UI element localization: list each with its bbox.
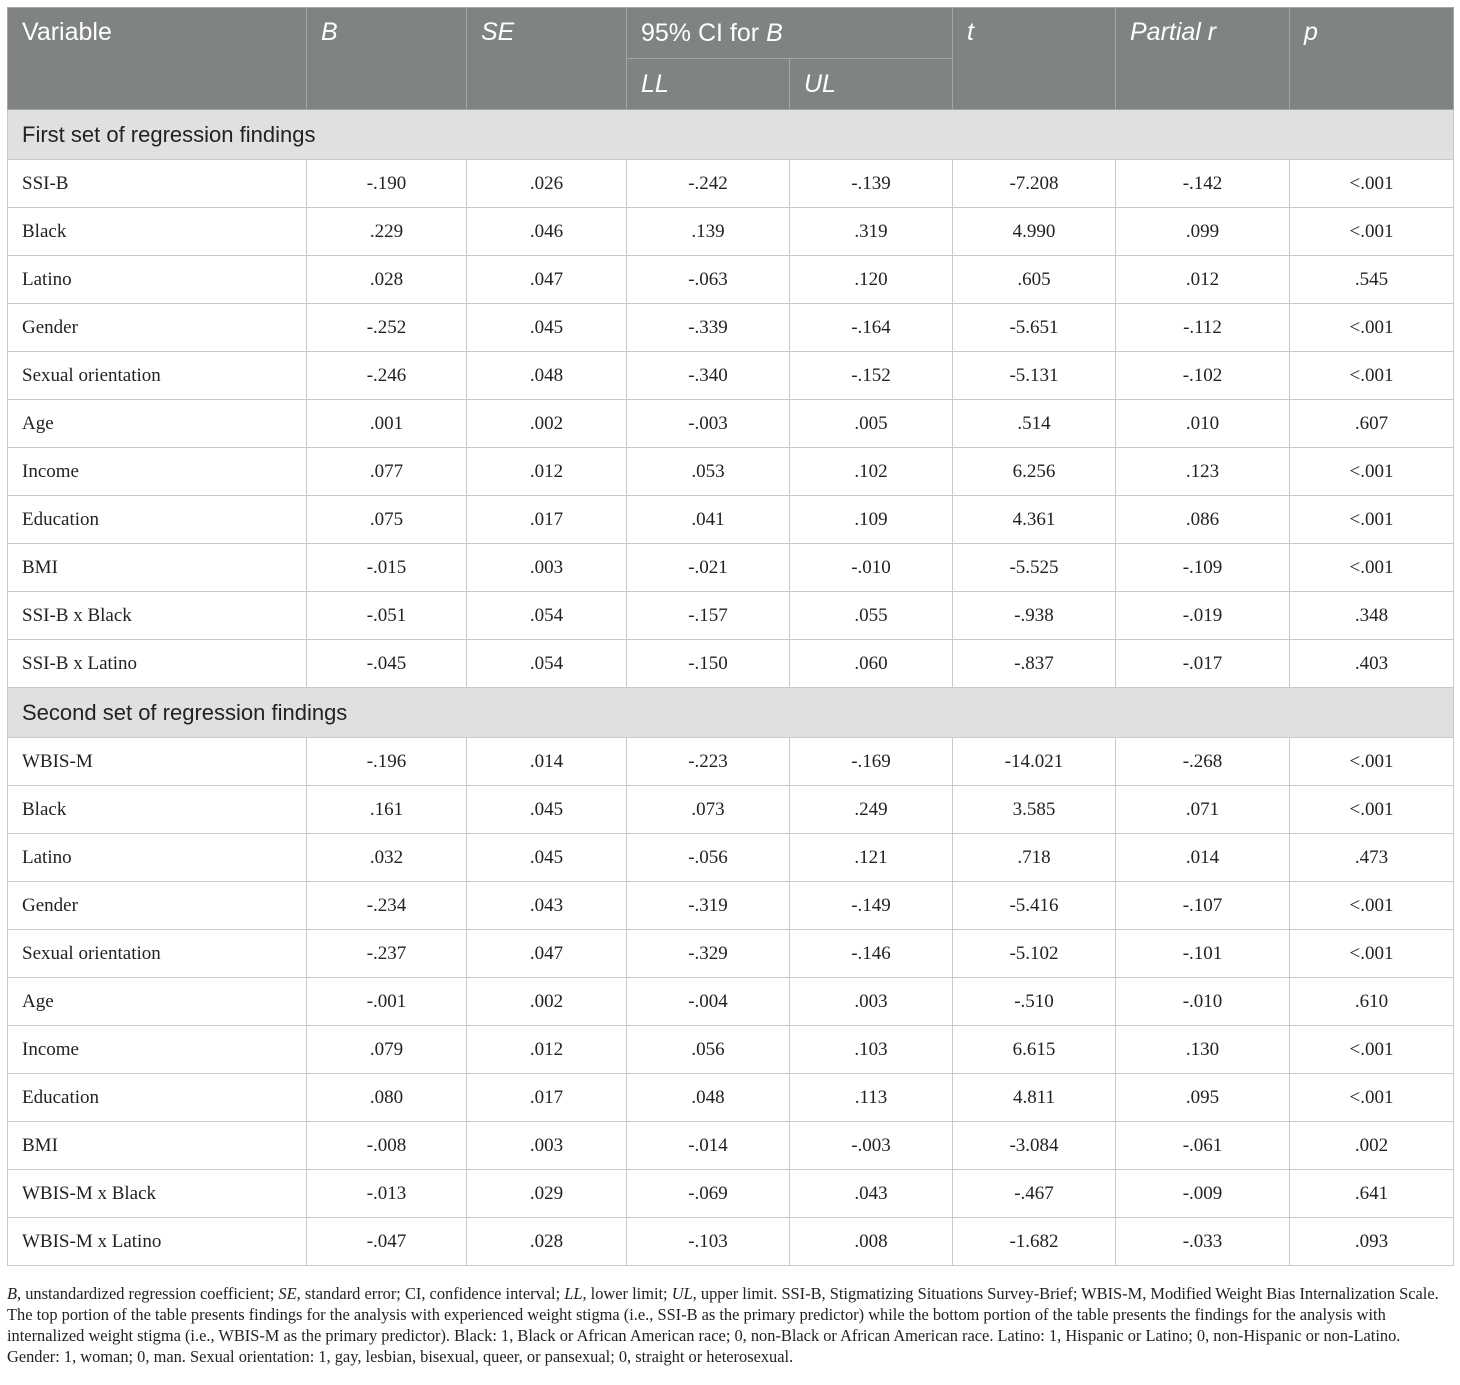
cell-ll: -.003 — [627, 400, 790, 448]
cell-b: .080 — [307, 1074, 467, 1122]
footnote-ll-def: , lower limit; — [582, 1284, 672, 1303]
cell-partial-r: .012 — [1116, 256, 1290, 304]
cell-t: -5.102 — [953, 930, 1116, 978]
cell-variable: Education — [8, 496, 307, 544]
table-row — [8, 834, 1454, 882]
table-row — [8, 786, 1454, 834]
cell-se: .047 — [467, 256, 627, 304]
cell-ll: -.223 — [627, 738, 790, 786]
table-row — [8, 930, 1454, 978]
table-row — [8, 496, 1454, 544]
cell-t: 4.811 — [953, 1074, 1116, 1122]
cell-p: <.001 — [1290, 448, 1454, 496]
header-ul: UL — [790, 59, 953, 110]
cell-partial-r: -.010 — [1116, 978, 1290, 1026]
cell-partial-r: -.019 — [1116, 592, 1290, 640]
cell-p: .545 — [1290, 256, 1454, 304]
cell-variable: WBIS-M x Latino — [8, 1218, 307, 1266]
cell-t: .605 — [953, 256, 1116, 304]
cell-p: .002 — [1290, 1122, 1454, 1170]
cell-partial-r: .010 — [1116, 400, 1290, 448]
footnote-se-abbr: SE — [278, 1284, 297, 1303]
cell-ul: -.003 — [790, 1122, 953, 1170]
cell-p: .641 — [1290, 1170, 1454, 1218]
cell-ul: .003 — [790, 978, 953, 1026]
cell-ll: .073 — [627, 786, 790, 834]
table-row — [8, 592, 1454, 640]
cell-ll: -.014 — [627, 1122, 790, 1170]
cell-p: <.001 — [1290, 1074, 1454, 1122]
table-row — [8, 978, 1454, 1026]
cell-se: .026 — [467, 160, 627, 208]
cell-b: .028 — [307, 256, 467, 304]
cell-ul: .103 — [790, 1026, 953, 1074]
table-row — [8, 1122, 1454, 1170]
table-header — [8, 8, 1454, 110]
cell-p: <.001 — [1290, 496, 1454, 544]
cell-t: -3.084 — [953, 1122, 1116, 1170]
table-row — [8, 352, 1454, 400]
cell-p: .473 — [1290, 834, 1454, 882]
cell-p: <.001 — [1290, 1026, 1454, 1074]
table-footnote — [7, 1283, 1453, 1367]
cell-ll: .048 — [627, 1074, 790, 1122]
cell-ll: -.063 — [627, 256, 790, 304]
cell-variable: Income — [8, 448, 307, 496]
cell-ll: -.103 — [627, 1218, 790, 1266]
footnote-ul-abbr: UL — [671, 1284, 693, 1303]
cell-ul: .121 — [790, 834, 953, 882]
cell-b: -.008 — [307, 1122, 467, 1170]
cell-p: <.001 — [1290, 304, 1454, 352]
cell-se: .048 — [467, 352, 627, 400]
header-ci-b: B — [766, 18, 783, 47]
cell-b: -.234 — [307, 882, 467, 930]
cell-p: <.001 — [1290, 208, 1454, 256]
header-ll: LL — [627, 59, 790, 110]
cell-variable: Sexual orientation — [8, 352, 307, 400]
cell-t: -5.416 — [953, 882, 1116, 930]
table-row — [8, 448, 1454, 496]
cell-b: .077 — [307, 448, 467, 496]
table-row — [8, 1170, 1454, 1218]
cell-b: .032 — [307, 834, 467, 882]
cell-t: 4.361 — [953, 496, 1116, 544]
cell-p: <.001 — [1290, 882, 1454, 930]
cell-b: -.252 — [307, 304, 467, 352]
cell-variable: Gender — [8, 304, 307, 352]
regression-table-container — [7, 7, 1453, 1266]
cell-t: 4.990 — [953, 208, 1116, 256]
cell-se: .047 — [467, 930, 627, 978]
cell-variable: Black — [8, 208, 307, 256]
cell-p: .403 — [1290, 640, 1454, 688]
cell-se: .017 — [467, 496, 627, 544]
cell-se: .045 — [467, 786, 627, 834]
cell-ul: .060 — [790, 640, 953, 688]
section-title: First set of regression findings — [8, 110, 1454, 160]
cell-p: <.001 — [1290, 930, 1454, 978]
cell-t: 6.615 — [953, 1026, 1116, 1074]
footnote-ll-abbr: LL — [564, 1284, 583, 1303]
cell-variable: BMI — [8, 544, 307, 592]
cell-se: .002 — [467, 978, 627, 1026]
cell-partial-r: -.061 — [1116, 1122, 1290, 1170]
table-row — [8, 256, 1454, 304]
header-ci — [627, 8, 953, 59]
cell-se: .046 — [467, 208, 627, 256]
cell-partial-r: -.109 — [1116, 544, 1290, 592]
regression-table — [7, 7, 1454, 1266]
cell-variable: Income — [8, 1026, 307, 1074]
footnote-rest: , upper limit. SSI-B, Stigmatizing Situations Survey-Brief; WBIS-M, Modified Weight Bias Internalization Scale. The top portion of the table presents findings for the analysis with experienced weight stigma (i.e., SSI-B as the primary predictor) while the bottom portion of the table presents the findings for the analysis with internalized weight stigma (i.e., WBIS-M as the primary predictor). Black: 1, Black or African American race; 0, non-Black or African American race. Latino: 1, Hispanic or Latino; 0, non-Hispanic or non-Latino. Gender: 1, woman; 0, man. Sexual orientation: 1, gay, lesbian, bisexual, queer, or pansexual; 0, straight or heterosexual. — [7, 1284, 1439, 1366]
cell-ll: .041 — [627, 496, 790, 544]
cell-t: -5.131 — [953, 352, 1116, 400]
cell-ll: .053 — [627, 448, 790, 496]
cell-ul: .055 — [790, 592, 953, 640]
cell-ul: .120 — [790, 256, 953, 304]
cell-ul: .102 — [790, 448, 953, 496]
cell-se: .043 — [467, 882, 627, 930]
cell-b: .075 — [307, 496, 467, 544]
cell-t: 6.256 — [953, 448, 1116, 496]
footnote-se-def: , standard error; CI, confidence interval; — [296, 1284, 565, 1303]
cell-se: .017 — [467, 1074, 627, 1122]
cell-b: -.045 — [307, 640, 467, 688]
cell-p: <.001 — [1290, 544, 1454, 592]
header-b: B — [307, 8, 467, 110]
cell-b: -.047 — [307, 1218, 467, 1266]
cell-ll: -.242 — [627, 160, 790, 208]
cell-variable: Gender — [8, 882, 307, 930]
table-row — [8, 882, 1454, 930]
footnote-b-abbr: B — [7, 1284, 18, 1303]
cell-p: <.001 — [1290, 786, 1454, 834]
footnote-b-def: , unstandardized regression coefficient; — [17, 1284, 279, 1303]
cell-ul: -.149 — [790, 882, 953, 930]
table-row — [8, 400, 1454, 448]
cell-ul: .005 — [790, 400, 953, 448]
cell-variable: WBIS-M — [8, 738, 307, 786]
cell-b: -.051 — [307, 592, 467, 640]
cell-t: -.510 — [953, 978, 1116, 1026]
cell-variable: SSI-B — [8, 160, 307, 208]
cell-partial-r: -.033 — [1116, 1218, 1290, 1266]
cell-t: -14.021 — [953, 738, 1116, 786]
cell-partial-r: -.268 — [1116, 738, 1290, 786]
cell-ll: -.069 — [627, 1170, 790, 1218]
cell-ll: .139 — [627, 208, 790, 256]
cell-partial-r: .071 — [1116, 786, 1290, 834]
cell-se: .045 — [467, 834, 627, 882]
table-row — [8, 304, 1454, 352]
cell-ll: .056 — [627, 1026, 790, 1074]
cell-variable: SSI-B x Latino — [8, 640, 307, 688]
cell-t: -5.525 — [953, 544, 1116, 592]
cell-se: .029 — [467, 1170, 627, 1218]
table-row — [8, 544, 1454, 592]
cell-t: -5.651 — [953, 304, 1116, 352]
cell-p: .093 — [1290, 1218, 1454, 1266]
cell-partial-r: -.142 — [1116, 160, 1290, 208]
cell-variable: Black — [8, 786, 307, 834]
table-row — [8, 160, 1454, 208]
cell-ul: .113 — [790, 1074, 953, 1122]
cell-partial-r: .095 — [1116, 1074, 1290, 1122]
cell-ll: -.056 — [627, 834, 790, 882]
cell-p: .607 — [1290, 400, 1454, 448]
cell-variable: Education — [8, 1074, 307, 1122]
cell-variable: Latino — [8, 834, 307, 882]
cell-se: .054 — [467, 640, 627, 688]
cell-partial-r: .099 — [1116, 208, 1290, 256]
cell-b: -.246 — [307, 352, 467, 400]
cell-partial-r: -.107 — [1116, 882, 1290, 930]
cell-b: .079 — [307, 1026, 467, 1074]
cell-partial-r: .123 — [1116, 448, 1290, 496]
cell-variable: Latino — [8, 256, 307, 304]
cell-ul: .249 — [790, 786, 953, 834]
header-t: t — [953, 8, 1116, 110]
cell-se: .014 — [467, 738, 627, 786]
cell-ul: -.169 — [790, 738, 953, 786]
table-body — [8, 110, 1454, 1266]
cell-ul: -.139 — [790, 160, 953, 208]
cell-t: -.938 — [953, 592, 1116, 640]
cell-ll: -.340 — [627, 352, 790, 400]
cell-ll: -.021 — [627, 544, 790, 592]
cell-t: .718 — [953, 834, 1116, 882]
cell-variable: Age — [8, 400, 307, 448]
cell-p: <.001 — [1290, 738, 1454, 786]
header-p: p — [1290, 8, 1454, 110]
table-row — [8, 1218, 1454, 1266]
header-ci-prefix: 95% CI for — [641, 18, 767, 47]
cell-ul: .008 — [790, 1218, 953, 1266]
cell-se: .003 — [467, 544, 627, 592]
cell-partial-r: -.017 — [1116, 640, 1290, 688]
table-row — [8, 640, 1454, 688]
cell-ul: -.164 — [790, 304, 953, 352]
cell-b: .229 — [307, 208, 467, 256]
cell-t: .514 — [953, 400, 1116, 448]
cell-se: .003 — [467, 1122, 627, 1170]
cell-b: -.196 — [307, 738, 467, 786]
header-partial-r: Partial r — [1116, 8, 1290, 110]
cell-ul: -.146 — [790, 930, 953, 978]
cell-se: .054 — [467, 592, 627, 640]
cell-se: .012 — [467, 1026, 627, 1074]
table-row — [8, 208, 1454, 256]
cell-t: -.467 — [953, 1170, 1116, 1218]
cell-partial-r: -.112 — [1116, 304, 1290, 352]
cell-b: -.190 — [307, 160, 467, 208]
cell-ll: -.339 — [627, 304, 790, 352]
table-row — [8, 1074, 1454, 1122]
cell-t: 3.585 — [953, 786, 1116, 834]
cell-partial-r: -.101 — [1116, 930, 1290, 978]
cell-variable: Sexual orientation — [8, 930, 307, 978]
section-header-row — [8, 688, 1454, 738]
header-variable: Variable — [8, 8, 307, 110]
cell-variable: SSI-B x Black — [8, 592, 307, 640]
cell-partial-r: -.102 — [1116, 352, 1290, 400]
cell-se: .045 — [467, 304, 627, 352]
cell-b: .161 — [307, 786, 467, 834]
cell-ll: -.004 — [627, 978, 790, 1026]
cell-t: -7.208 — [953, 160, 1116, 208]
cell-variable: BMI — [8, 1122, 307, 1170]
cell-se: .028 — [467, 1218, 627, 1266]
section-header-row — [8, 110, 1454, 160]
cell-t: -1.682 — [953, 1218, 1116, 1266]
cell-ll: -.319 — [627, 882, 790, 930]
cell-b: -.015 — [307, 544, 467, 592]
cell-ll: -.329 — [627, 930, 790, 978]
cell-p: <.001 — [1290, 160, 1454, 208]
section-title: Second set of regression findings — [8, 688, 1454, 738]
cell-ul: .109 — [790, 496, 953, 544]
cell-p: <.001 — [1290, 352, 1454, 400]
cell-ll: -.157 — [627, 592, 790, 640]
cell-b: -.237 — [307, 930, 467, 978]
cell-b: .001 — [307, 400, 467, 448]
cell-partial-r: -.009 — [1116, 1170, 1290, 1218]
cell-ul: .319 — [790, 208, 953, 256]
header-se: SE — [467, 8, 627, 110]
cell-ul: -.152 — [790, 352, 953, 400]
cell-partial-r: .130 — [1116, 1026, 1290, 1074]
cell-p: .610 — [1290, 978, 1454, 1026]
cell-ll: -.150 — [627, 640, 790, 688]
cell-p: .348 — [1290, 592, 1454, 640]
table-row — [8, 738, 1454, 786]
cell-b: -.013 — [307, 1170, 467, 1218]
cell-ul: -.010 — [790, 544, 953, 592]
cell-variable: WBIS-M x Black — [8, 1170, 307, 1218]
table-row — [8, 1026, 1454, 1074]
cell-b: -.001 — [307, 978, 467, 1026]
cell-t: -.837 — [953, 640, 1116, 688]
cell-variable: Age — [8, 978, 307, 1026]
cell-ul: .043 — [790, 1170, 953, 1218]
cell-se: .002 — [467, 400, 627, 448]
cell-partial-r: .086 — [1116, 496, 1290, 544]
cell-se: .012 — [467, 448, 627, 496]
cell-partial-r: .014 — [1116, 834, 1290, 882]
